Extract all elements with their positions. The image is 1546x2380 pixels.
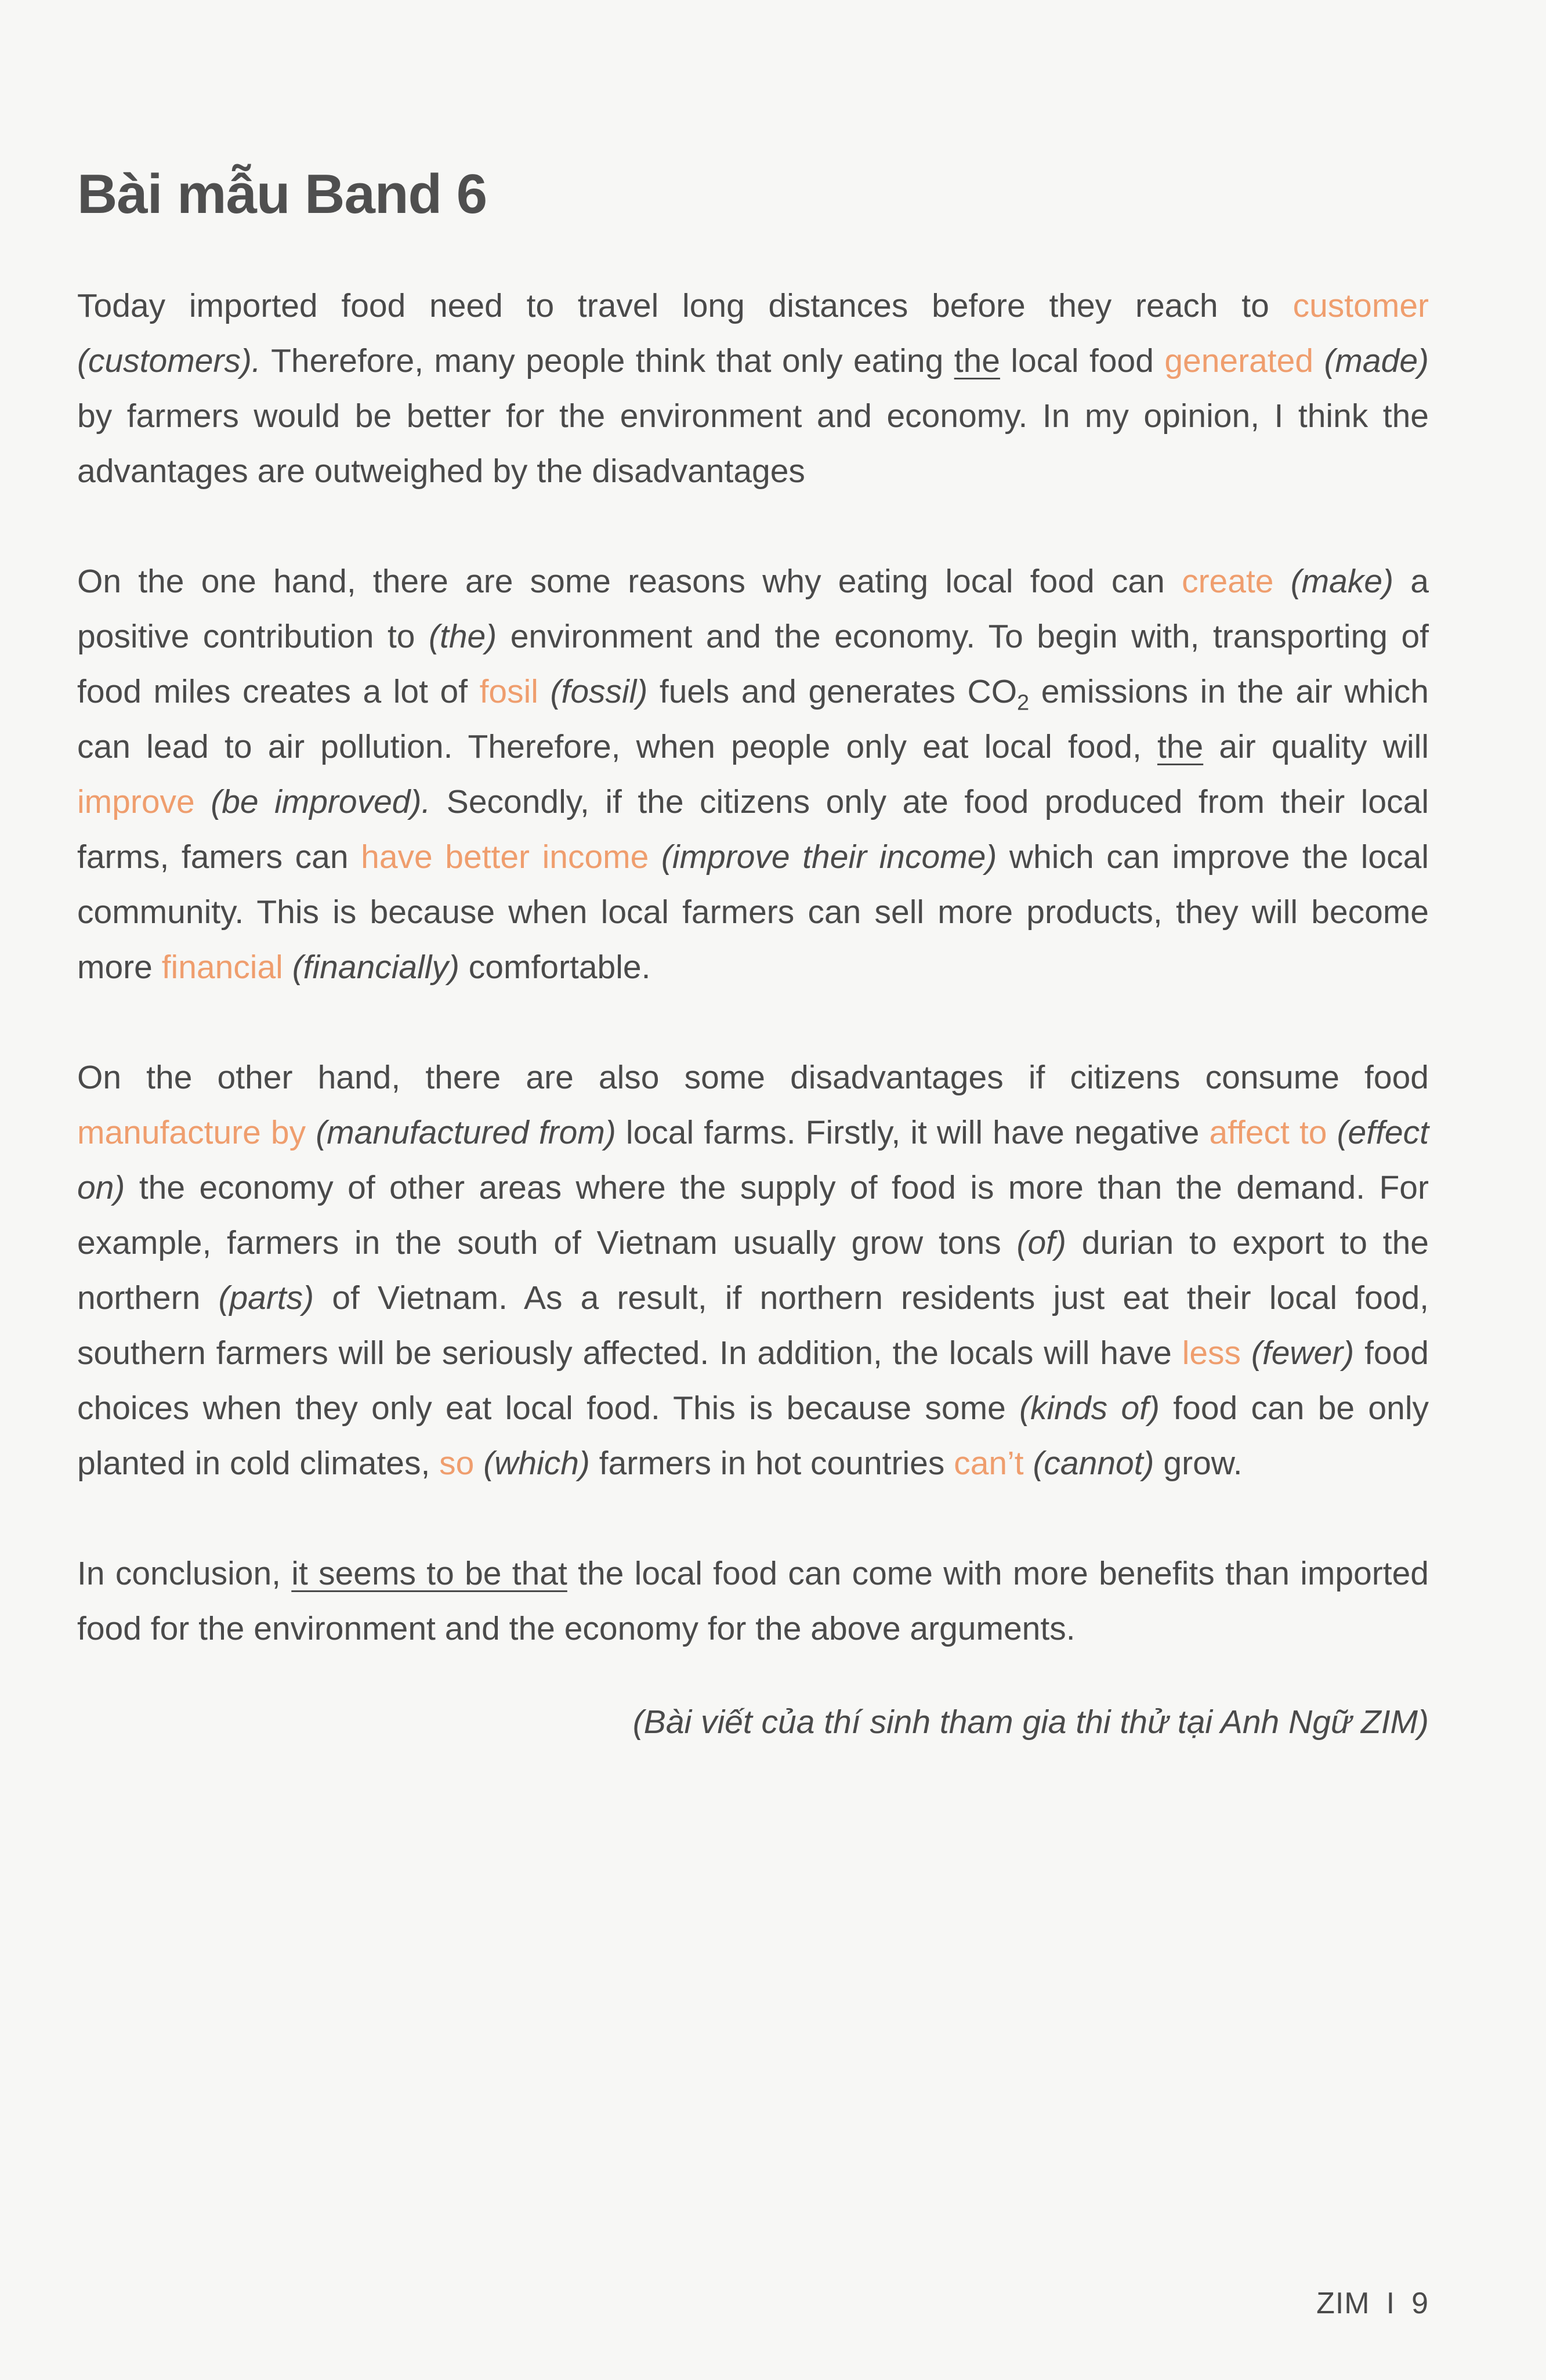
error-highlight: so [439, 1445, 475, 1482]
error-highlight: have better income [361, 838, 649, 876]
paragraph-conclusion [77, 1546, 1429, 1656]
error-highlight: improve [77, 783, 195, 820]
text-run: local food [1000, 342, 1165, 379]
text-run [195, 783, 211, 820]
text-run: Secondly, if the citizens only ate food produced from their local farms, famers can [77, 783, 1429, 876]
error-highlight: customer [1292, 287, 1429, 324]
text-run: environment and the economy. To begin with, transporting of food miles creates a lot of [77, 618, 1429, 710]
text-run [474, 1445, 483, 1482]
text-run: food choices when they only eat local food. This is because some [77, 1334, 1429, 1427]
text-run: of Vietnam. As a result, if northern residents just eat their local food, southern farmers will be seriously affected. In addition, the locals will have [77, 1279, 1429, 1372]
text-run: emissions in the air which can lead to air pollution. Therefore, when people only eat local food, [77, 673, 1429, 765]
paragraph-body-1 [77, 554, 1429, 995]
paragraph-intro [77, 278, 1429, 499]
correction-text: (improve their income) [661, 838, 997, 876]
text-run [1327, 1114, 1337, 1151]
correction-text: (customers). [77, 342, 261, 379]
correction-text: (fewer) [1251, 1334, 1355, 1372]
text-run: fuels and generates CO [647, 673, 1018, 710]
text-run [538, 673, 551, 710]
text-run: air quality will [1203, 728, 1429, 765]
error-highlight: less [1182, 1334, 1241, 1372]
error-highlight: can’t [954, 1445, 1024, 1482]
underlined-text: the [954, 342, 1000, 379]
text-run: a positive contribution to [77, 563, 1429, 655]
text-run [1241, 1334, 1251, 1372]
page-title: Bài mẫu Band 6 [77, 163, 487, 225]
text-run [1024, 1445, 1033, 1482]
error-highlight: affect to [1209, 1114, 1327, 1151]
page-footer [1316, 2286, 1429, 2321]
text-run: food can be only planted in cold climates, [77, 1390, 1429, 1482]
correction-text: (fossil) [550, 673, 648, 710]
text-run [1313, 342, 1324, 379]
error-highlight: manufacture by [77, 1114, 306, 1151]
text-run: In conclusion, [77, 1555, 292, 1592]
author-credit: (Bài viết của thí sinh tham gia thi thử tại Anh Ngữ ZIM) [632, 1703, 1429, 1741]
text-run: On the one hand, there are some reasons why eating local food can [77, 563, 1182, 600]
underlined-text: the [1157, 728, 1204, 765]
paragraph-body-2 [77, 1050, 1429, 1491]
text-run: durian to export to the northern [77, 1224, 1429, 1316]
correction-text: (kinds of) [1019, 1390, 1160, 1427]
error-highlight: fosil [479, 673, 538, 710]
correction-text: (financially) [292, 949, 459, 986]
text-run: farmers in hot countries [589, 1445, 954, 1482]
text-run: local farms. Firstly, it will have negative [615, 1114, 1210, 1151]
text-run: Therefore, many people think that only eating [260, 342, 954, 379]
correction-text: (parts) [218, 1279, 314, 1316]
text-run [306, 1114, 316, 1151]
footer-brand: ZIM [1316, 2287, 1370, 2320]
text-run: by farmers would be better for the environment and economy. In my opinion, I think the advantages are outweighed by the disadvantages [77, 397, 1429, 490]
text-run: Today imported food need to travel long distances before they reach to [77, 287, 1293, 324]
text-run: the local food can come with more benefits than imported food for the environment and the economy for the above arguments. [77, 1555, 1429, 1647]
correction-text: (of) [1016, 1224, 1066, 1261]
correction-text: (the) [429, 618, 497, 655]
correction-text: (manufactured from) [316, 1114, 616, 1151]
text-run: the economy of other areas where the supply of food is more than the demand. For example, farmers in the south of Vietnam usually grow tons [77, 1169, 1429, 1261]
text-run: comfortable. [459, 949, 651, 986]
correction-text: (make) [1290, 563, 1394, 600]
footer-separator: I [1386, 2287, 1396, 2320]
text-run [1273, 563, 1290, 600]
correction-text: (which) [483, 1445, 590, 1482]
correction-text: (be improved). [211, 783, 431, 820]
error-highlight: generated [1164, 342, 1314, 379]
error-highlight: create [1182, 563, 1274, 600]
page-number: 9 [1411, 2287, 1429, 2320]
underlined-text: it seems to be that [291, 1555, 567, 1592]
subscript-text: 2 [1017, 690, 1030, 715]
text-run: On the other hand, there are also some disadvantages if citizens consume food [77, 1059, 1429, 1096]
error-highlight: financial [161, 949, 283, 986]
text-run [649, 838, 661, 876]
correction-text: (made) [1324, 342, 1429, 379]
text-run: which can improve the local community. This is because when local farmers can sell more products, they will become more [77, 838, 1429, 986]
text-run [283, 949, 292, 986]
correction-text: (cannot) [1033, 1445, 1154, 1482]
text-run: grow. [1154, 1445, 1243, 1482]
correction-text: (effect on) [77, 1114, 1429, 1206]
